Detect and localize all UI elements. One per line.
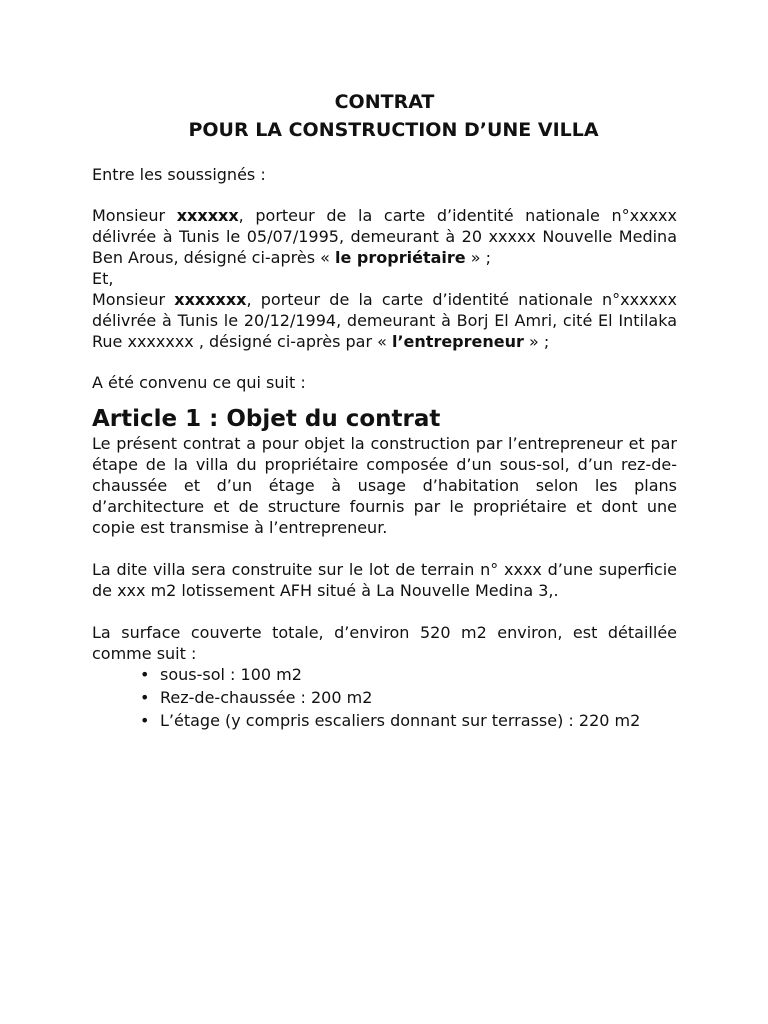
- party-1-text: , porteur de la carte d’identité nationale n°xxxxx délivrée à Tunis le 05/07/1995, demeurant à 20 xxxxx Nouvelle Medina Ben Arous, désigné ci-après «: [92, 206, 677, 267]
- article-1-paragraph-1: Le présent contrat a pour objet la construction par l’entrepreneur et par étape de la villa du propriétaire composée d’un sous-sol, d’un rez-de-chaussée et d’un étage à usage d’habitation selon les plans d’architecture et de structure fournis par le propriétaire et dont une copie est transmise à l’entrepreneur.: [92, 434, 677, 537]
- party-2-prefix: Monsieur: [92, 290, 175, 309]
- party-1-role: le propriétaire: [335, 248, 466, 267]
- title-line-2: POUR LA CONSTRUCTION D’UNE VILLA: [188, 119, 599, 141]
- agreed-text: A été convenu ce qui suit :: [92, 373, 306, 392]
- intro-text: Entre les soussignés :: [92, 165, 266, 184]
- title-line-1: CONTRAT: [334, 91, 435, 113]
- article-1-paragraph-2: La dite villa sera construite sur le lot de terrain n° xxxx d’une superficie de xxx m2 lotissement AFH situé à La Nouvelle Medina 3,.: [92, 560, 677, 600]
- party-2-text: , porteur de la carte d’identité nationale n°xxxxxx délivrée à Tunis le 20/12/1994, demeurant à Borj El Amri, cité El Intilaka Rue xxxxxxx , désigné ci-après par «: [92, 290, 677, 351]
- surface-list: [92, 664, 677, 731]
- party-1-name: xxxxxx: [176, 206, 239, 225]
- bullet-icon: •: [140, 688, 150, 707]
- party-2-name: xxxxxxx: [174, 290, 247, 309]
- party-2-role: l’entrepreneur: [391, 332, 524, 351]
- bullet-icon: •: [140, 711, 150, 730]
- party-2-paragraph: [92, 289, 677, 352]
- list-item: [140, 710, 677, 731]
- list-item: [140, 687, 677, 708]
- and-text: Et,: [92, 269, 114, 288]
- document-page: [92, 88, 677, 733]
- list-item-text: Rez-de-chaussée : 200 m2: [160, 688, 373, 707]
- party-1-prefix: Monsieur: [92, 206, 177, 225]
- list-item-text: sous-sol : 100 m2: [160, 665, 302, 684]
- bullet-icon: •: [140, 665, 150, 684]
- article-1-heading: Article 1 : Objet du contrat: [92, 406, 441, 432]
- list-item-text: L’étage (y compris escaliers donnant sur terrasse) : 220 m2: [160, 711, 641, 730]
- list-item: [140, 664, 677, 685]
- party-2-suffix: » ;: [523, 332, 550, 351]
- party-1-suffix: » ;: [465, 248, 491, 267]
- article-1-paragraph-3: La surface couverte totale, d’environ 520 m2 environ, est détaillée comme suit :: [92, 623, 677, 663]
- party-1-paragraph: [92, 205, 677, 268]
